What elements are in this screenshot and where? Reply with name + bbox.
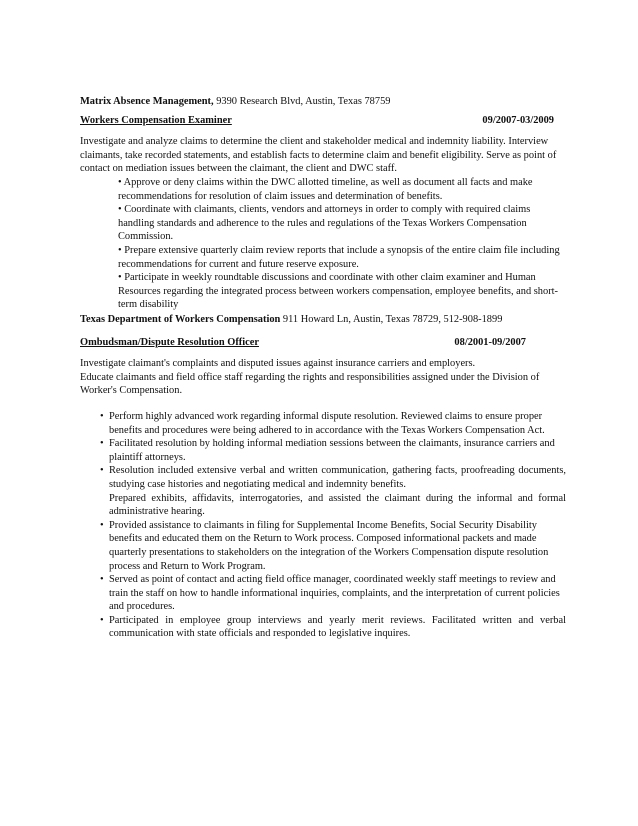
- bullet-icon: •: [100, 574, 104, 586]
- list-item: • Participate in weekly roundtable discussions and coordinate with other claim examiner and Human Resources regarding the integrated process between workers compensation, employee benefits, and short-term disability: [118, 272, 559, 311]
- job1-bullet-list: [80, 176, 566, 312]
- bullet-icon: •: [100, 519, 104, 531]
- job2-bullet3-extra: Prepared exhibits, affidavits, interrogatories, and assisted the claimant during the informal and formal administrative hearing.: [109, 492, 566, 518]
- job1-employer: Matrix Absence Management,: [80, 96, 214, 107]
- list-item: • Approve or deny claims within the DWC allotted timeline, as well as document all facts and make recommendations for resolution of claim issues and determination of benefits.: [118, 176, 533, 202]
- job2-section: [80, 313, 566, 641]
- bullet-icon: •: [118, 204, 122, 216]
- bullet-icon: •: [100, 465, 104, 477]
- list-item: • Facilitated resolution by holding informal mediation sessions between the claimants, insurance carriers and plaintiff attorneys.: [100, 438, 555, 463]
- job2-bullet-list: [80, 410, 566, 641]
- job1-title: Workers Compensation Examiner: [80, 114, 232, 126]
- job1-title-row: [80, 114, 566, 128]
- job2-employer-line: [80, 313, 566, 327]
- list-item: • Participated in employee group interviews and yearly merit reviews. Facilitated written and verbal communication with state officials and responded to legislative inquires.: [100, 614, 566, 640]
- job1-dates: 09/2007-03/2009: [482, 114, 554, 126]
- bullet-icon: •: [118, 272, 122, 284]
- list-item: • Provided assistance to claimants in filing for Supplemental Income Benefits, Social Security Disability benefits and educated them on the Return to Work process. Composed informational packets and made quarterly presentations to stakeholders on the integration of the Workers Compensation dispute resolution process and Return to Work Program.: [100, 519, 549, 572]
- list-item: • Served as point of contact and acting field office manager, coordinated weekly staff meetings to review and train the staff on how to handle informational inquiries, complaints, and the interpretation of current policies and procedures.: [100, 574, 560, 613]
- bullet-icon: •: [118, 244, 122, 256]
- job1-summary: Investigate and analyze claims to determine the client and stakeholder medical and indemnity liability. Interview claimants, take recorded statements, and establish facts to determine claim and benefit eligibility. Serve as point of contact on mediation issues between the claimant, the client and DWC staff.: [80, 136, 557, 175]
- job1-section: [80, 95, 566, 312]
- list-item: • Coordinate with claimants, clients, vendors and attorneys in order to comply with required claims handling standards and adherence to the rules and regulations of the Texas Workers Compensation Commission.: [118, 204, 531, 243]
- job2-title-row: [80, 336, 566, 350]
- job1-address: 9390 Research Blvd, Austin, Texas 78759: [213, 96, 391, 107]
- bullet-icon: •: [100, 614, 104, 626]
- bullet-icon: •: [118, 176, 122, 188]
- list-item: • Prepare extensive quarterly claim review reports that include a synopsis of the entire claim file including recommendations for current and future reserve exposure.: [118, 244, 560, 270]
- job2-title: Ombudsman/Dispute Resolution Officer: [80, 336, 259, 348]
- job2-employer: Texas Department of Workers Compensation: [80, 314, 281, 325]
- job2-dates: 08/2001-09/2007: [454, 336, 526, 348]
- job1-employer-line: [80, 95, 566, 109]
- list-item: • Resolution included extensive verbal and written communication, gathering facts, proofreading documents, studying case histories and negotiating medical and indemnity benefits. Prepared exhibits, affidavits, interrogatories, and assisted the claimant during the informal and formal administrative hearing.: [100, 465, 566, 518]
- list-item: • Perform highly advanced work regarding informal dispute resolution. Reviewed claims to ensure proper benefits and procedures were being adhered to in accordance with the Texas Workers Compensation Act.: [100, 410, 545, 436]
- job2-summary-line2: Educate claimants and field office staff regarding the rights and responsibilities assigned under the Division of Worker's Compensation.: [80, 371, 540, 397]
- bullet-icon: •: [100, 410, 104, 422]
- bullet-icon: •: [100, 438, 104, 450]
- job2-summary-line1: Investigate claimant's complaints and disputed issues against insurance carriers and employers.: [80, 358, 476, 370]
- job2-address: 911 Howard Ln, Austin, Texas 78729, 512-908-1899: [280, 314, 503, 325]
